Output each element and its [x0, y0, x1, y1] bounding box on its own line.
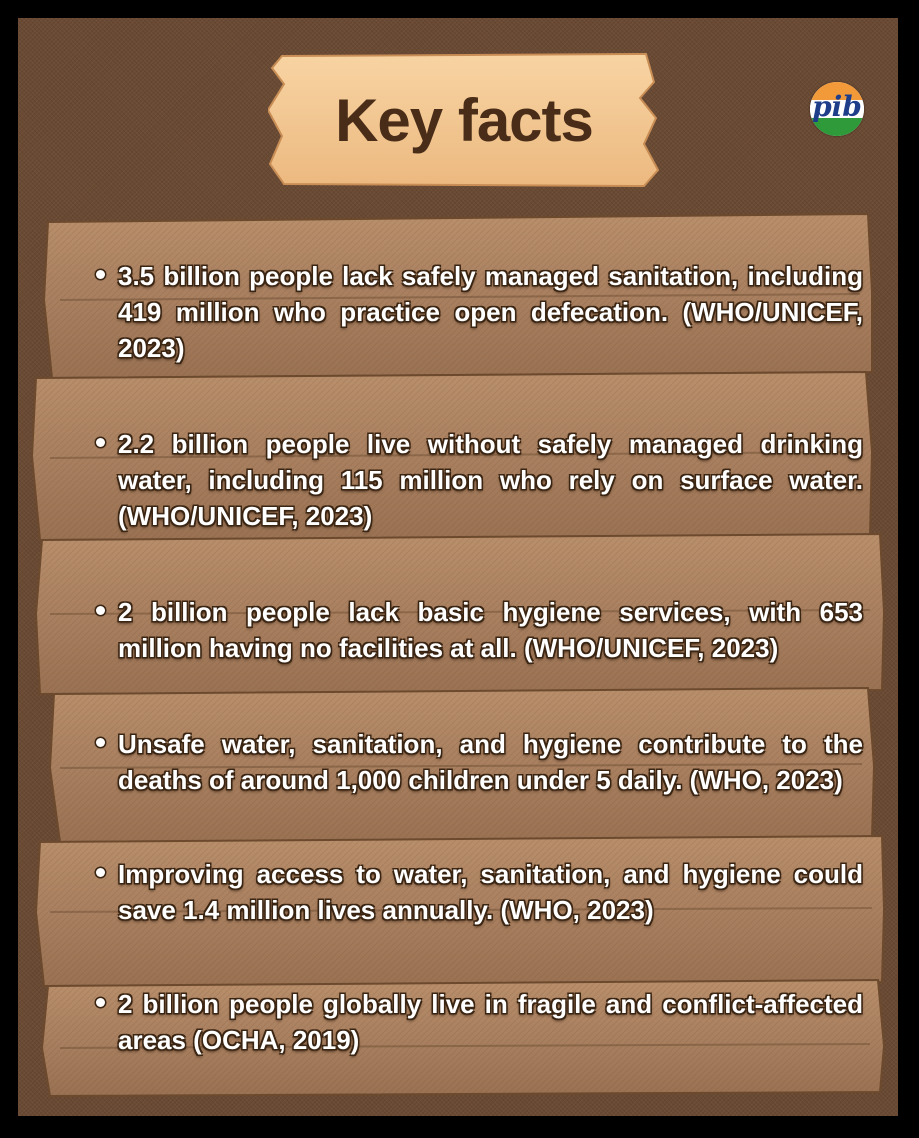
bullet-icon	[96, 998, 105, 1007]
fact-item	[96, 726, 863, 798]
fact-text: 2 billion people globally live in fragile and conflict-affected areas (OCHA, 2019)	[118, 989, 863, 1055]
fact-text: 2 billion people lack basic hygiene services, with 653 million having no facilities at all. (WHO/UNICEF, 2023)	[118, 597, 863, 663]
pib-logo-icon: pib	[810, 82, 864, 136]
fact-item	[96, 594, 863, 666]
fact-item	[96, 426, 863, 534]
fact-item	[96, 258, 863, 366]
fact-item	[96, 986, 863, 1058]
bullet-icon	[96, 868, 105, 877]
page-title: Key facts	[335, 86, 593, 154]
fact-text: 2.2 billion people live without safely managed drinking water, including 115 million who rely on surface water. (WHO/UNICEF, 2023)	[118, 429, 863, 531]
fact-item	[96, 856, 863, 928]
bullet-icon	[96, 270, 105, 279]
title-sign	[268, 52, 660, 188]
bullet-icon	[96, 738, 105, 747]
fact-text: Improving access to water, sanitation, and hygiene could save 1.4 million lives annually. (WHO, 2023)	[118, 859, 863, 925]
bullet-icon	[96, 438, 105, 447]
bullet-icon	[96, 606, 105, 615]
fact-text: Unsafe water, sanitation, and hygiene contribute to the deaths of around 1,000 children under 5 daily. (WHO, 2023)	[118, 729, 863, 795]
fact-text: 3.5 billion people lack safely managed sanitation, including 419 million who practice open defecation. (WHO/UNICEF, 2023)	[118, 261, 863, 363]
